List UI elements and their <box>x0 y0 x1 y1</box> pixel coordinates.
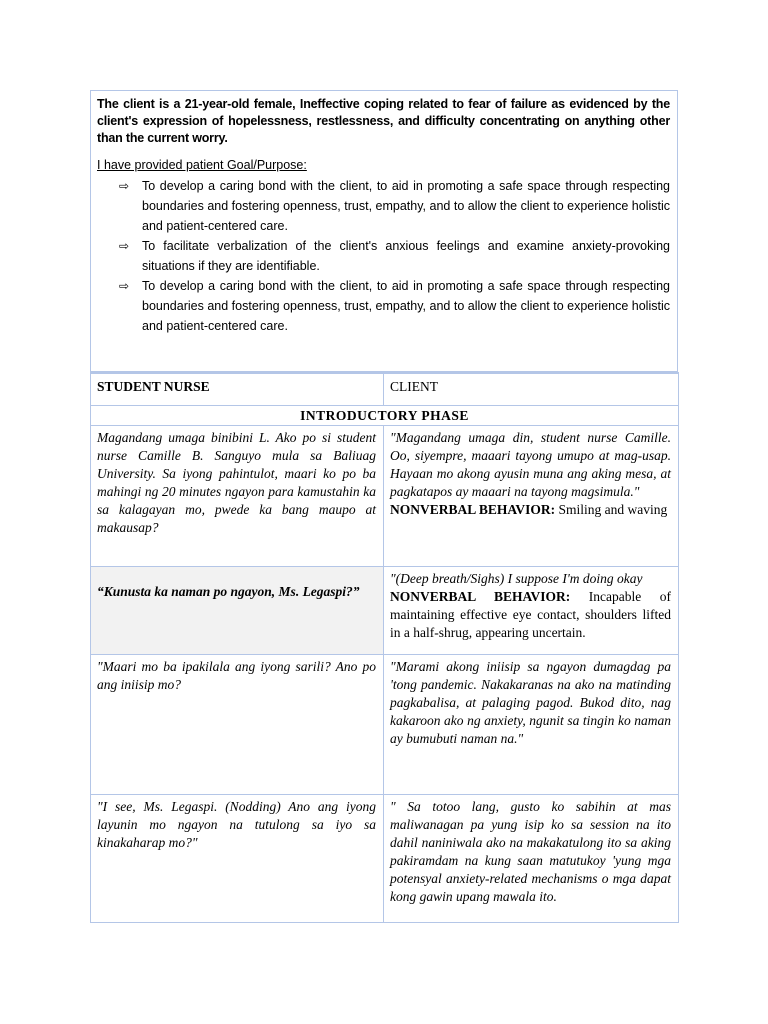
goal-heading: I have provided patient Goal/Purpose: <box>97 158 307 172</box>
goal-text: To facilitate verbalization of the client's anxious feelings and examine anxiety-provoking situations if they are identifiable. <box>142 239 670 273</box>
nonverbal-behavior <box>390 588 671 642</box>
process-recording-table <box>90 372 679 923</box>
client-response <box>384 567 679 655</box>
goal-list <box>97 176 670 336</box>
nursing-diagnosis-statement: The client is a 21-year-old female, Ineffective coping related to fear of failure as evidenced by the client's expression of hopelessness, restlessness, and difficulty concentrating on anything other than the current worry. <box>97 97 670 145</box>
nonverbal-label: NONVERBAL BEHAVIOR: <box>390 502 556 517</box>
student-nurse-statement: “Kunusta ka naman po ngayon, Ms. Legaspi?” <box>91 567 384 655</box>
client-statement: "Magandang umaga din, student nurse Camille. Oo, siyempre, maaari tayong umupo at mag-usap. Hayaan mo akong ayusin muna ang aking mesa, at pagkatapos ay maaari na tayong magsimula." <box>390 430 671 499</box>
table-row <box>91 795 679 923</box>
nonverbal-label: NONVERBAL BEHAVIOR: <box>390 589 571 604</box>
phase-title: INTRODUCTORY PHASE <box>91 406 679 426</box>
student-nurse-statement: "I see, Ms. Legaspi. (Nodding) Ano ang iyong layunin mo ngayon na tutulong sa iyo sa kinakaharap mo?" <box>91 795 384 923</box>
arrow-bullet-icon: ⇨ <box>119 239 130 253</box>
nonverbal-behavior <box>390 501 671 519</box>
student-nurse-statement: "Maari mo ba ipakilala ang iyong sarili? Ano po ang iniisip mo? <box>91 655 384 795</box>
goal-item <box>97 276 670 336</box>
client-statement: "(Deep breath/Sighs) I suppose I'm doing okay <box>390 571 643 586</box>
nonverbal-text: Incapable of maintaining effective eye contact, shoulders lifted in a half-shrug, appearing uncertain. <box>390 589 671 640</box>
column-header-client: CLIENT <box>384 373 679 406</box>
client-response <box>384 426 679 567</box>
intro-box <box>90 90 678 372</box>
table-header-row <box>91 373 679 406</box>
table-row <box>91 655 679 795</box>
arrow-bullet-icon: ⇨ <box>119 179 130 193</box>
table-row <box>91 567 679 655</box>
goal-text: To develop a caring bond with the client, to aid in promoting a safe space through respecting boundaries and fostering openness, trust, empathy, and to allow the client to experience holistic and patient-centered care. <box>142 179 670 233</box>
goal-text: To develop a caring bond with the client, to aid in promoting a safe space through respecting boundaries and fostering openness, trust, empathy, and to allow the client to experience holistic and patient-centered care. <box>142 279 670 333</box>
table-row <box>91 426 679 567</box>
goal-item <box>97 236 670 276</box>
nonverbal-text: Smiling and waving <box>558 502 668 517</box>
arrow-bullet-icon: ⇨ <box>119 279 130 293</box>
phase-row <box>91 406 679 426</box>
document-page <box>90 90 678 923</box>
goal-item <box>97 176 670 236</box>
client-statement: " Sa totoo lang, gusto ko sabihin at mas maliwanagan pa yung isip ko sa session na ito dahil naniniwala ako na makakatulong ito sa aking pakiramdam na kung saan matutukoy 'yung mga potensyal anxiety-related mechanisms o mga dapat kong gawin upang mawala ito. <box>384 795 679 923</box>
column-header-student-nurse: STUDENT NURSE <box>91 373 384 406</box>
client-statement: "Marami akong iniisip sa ngayon dumagdag pa 'tong pandemic. Nakakaranas na ako na matinding pagkabalisa, at palaging pagod. Bukod dito, nag kakaroon ako ng anxiety, ngunit sa tingin ko naman ay bumubuti naman na." <box>384 655 679 795</box>
student-nurse-statement: Magandang umaga binibini L. Ako po si student nurse Camille B. Sanguyo mula sa Baliuag University. Sa iyong pahintulot, maari ko po ba mahingi ng 20 minutes ngayon para kamustahin ka sa kalagayan mo, pwede ka bang maupo at makausap? <box>91 426 384 567</box>
